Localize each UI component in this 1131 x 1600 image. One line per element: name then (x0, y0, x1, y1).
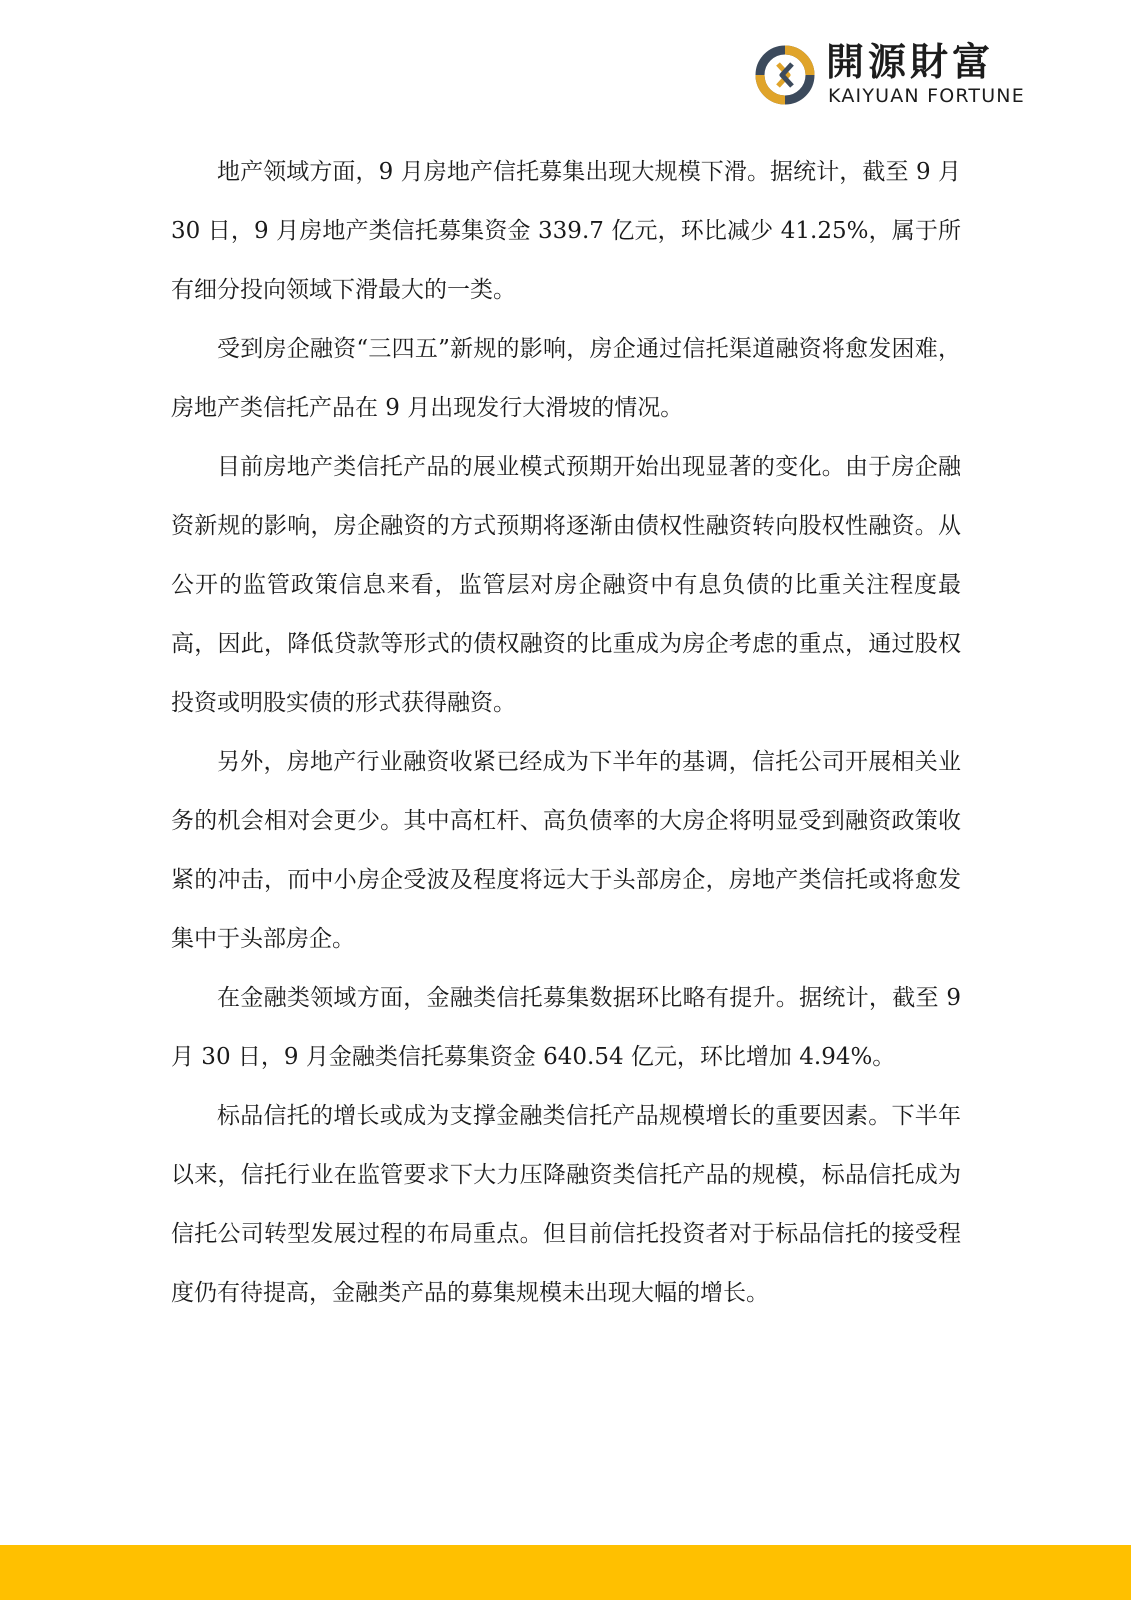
paragraph: 标品信托的增长或成为支撑金融类信托产品规模增长的重要因素。下半年以来，信托行业在监管要求下大力压降融资类信托产品的规模，标品信托成为信托公司转型发展过程的布局重点。但目前信托投资者对于标品信托的接受程度仍有待提高，金融类产品的募集规模未出现大幅的增长。 (171, 1103, 961, 1306)
brand-name-en: KAIYUAN FORTUNE (828, 85, 1025, 107)
paragraph: 另外，房地产行业融资收紧已经成为下半年的基调，信托公司开展相关业务的机会相对会更少。其中高杠杆、高负债率的大房企将明显受到融资政策收紧的冲击，而中小房企受波及程度将远大于头部房企，房地产类信托或将愈发集中于头部房企。 (171, 749, 961, 952)
paragraph: 地产领域方面，9 月房地产信托募集出现大规模下滑。据统计，截至 9 月 30 日，9 月房地产类信托募集资金 339.7 亿元，环比减少 41.25%，属于所有细分投向领域下滑最大的一类。 (171, 159, 961, 303)
brand-name-cn: 開源財富 (826, 40, 995, 84)
paragraph: 在金融类领域方面，金融类信托募集数据环比略有提升。据统计，截至 9 月 30 日，9 月金融类信托募集资金 640.54 亿元，环比增加 4.94%。 (171, 985, 961, 1070)
paragraph: 目前房地产类信托产品的展业模式预期开始出现显著的变化。由于房企融资新规的影响，房企融资的方式预期将逐渐由债权性融资转向股权性融资。从公开的监管政策信息来看，监管层对房企融资中有息负债的比重关注程度最高，因此，降低贷款等形式的债权融资的比重成为房企考虑的重点，通过股权投资或明股实债的形式获得融资。 (171, 454, 961, 716)
footer-bar (0, 1545, 1131, 1600)
document-body (171, 143, 961, 1323)
kaiyuan-logo-icon (752, 42, 818, 108)
paragraph: 受到房企融资“三四五”新规的影响，房企通过信托渠道融资将愈发困难，房地产类信托产品在 9 月出现发行大滑坡的情况。 (171, 336, 961, 421)
brand-logo (752, 40, 1052, 110)
